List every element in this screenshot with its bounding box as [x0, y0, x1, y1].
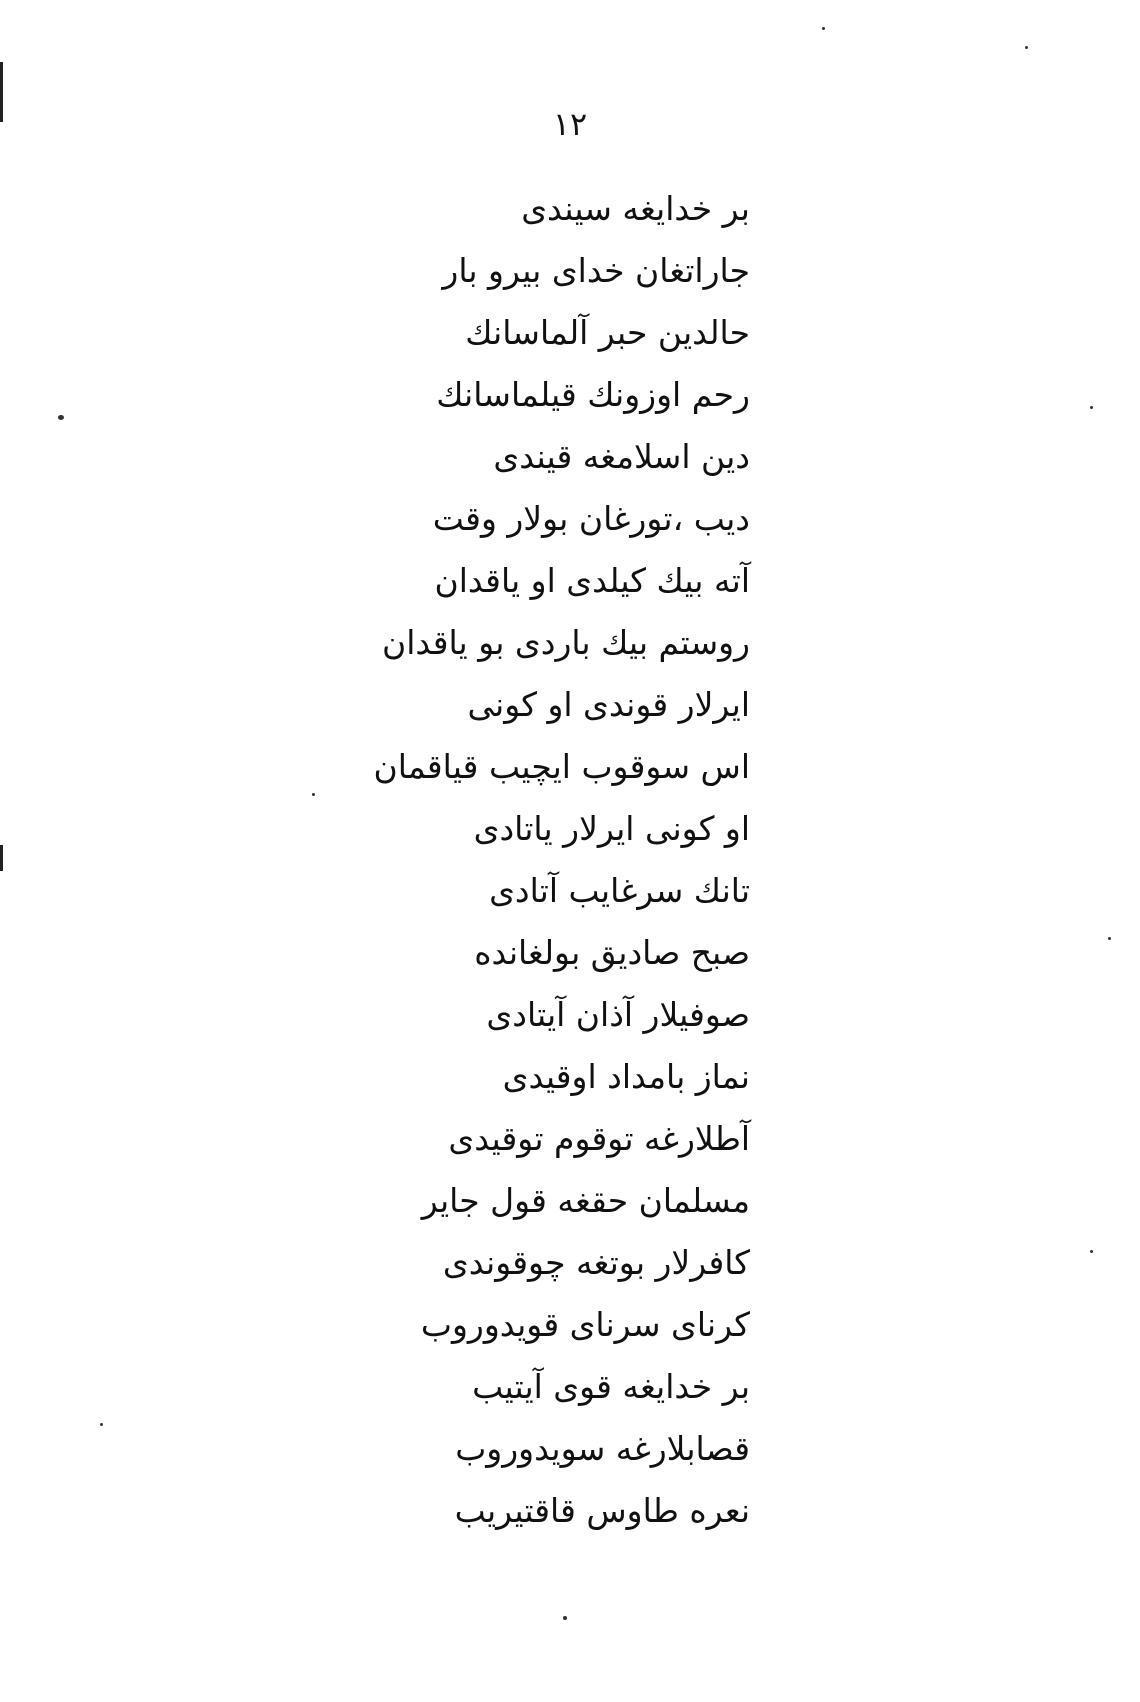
scan-speck	[1025, 46, 1028, 49]
scan-speck	[1090, 406, 1093, 409]
scan-speck	[822, 27, 825, 30]
poem-line: کافرلار بوتغه چوقوندی	[442, 1243, 750, 1282]
poem-line: دین اسلامغه قیندی	[493, 437, 750, 476]
poem-line: مسلمان حقغه قول جایر	[421, 1181, 750, 1220]
scan-edge-mark	[0, 62, 3, 122]
poem-line: حالدین حبر آلماسانك	[465, 313, 750, 352]
poem-line: جاراتغان خدای بیرو بار	[442, 251, 750, 290]
poem-line: صبح صادیق بولغانده	[474, 933, 750, 972]
poem-line: روستم بیك باردی بو یاقدان	[381, 623, 750, 662]
poem-line: دیب ،تورغان بولار وقت	[432, 499, 750, 538]
poem-line: ایرلار قوندی او کونی	[467, 685, 750, 724]
poem-line: نماز بامداد اوقیدی	[502, 1057, 750, 1096]
poem-line: او کونی ایرلار یاتادی	[473, 809, 750, 848]
poem-line: کرنای سرنای قویدوروب	[420, 1305, 750, 1344]
poem-line: آته بیك کیلدی او یاقدان	[434, 561, 750, 600]
scan-edge-mark	[0, 845, 3, 871]
poem-line: آطلارغه توقوم توقیدی	[448, 1119, 750, 1158]
scan-speck	[563, 1616, 567, 1620]
poem-text	[310, 178, 750, 1542]
scan-speck	[100, 1423, 103, 1426]
poem-line: تانك سرغایب آتادی	[489, 871, 750, 910]
scan-speck	[1090, 1250, 1093, 1253]
poem-line: قصابلارغه سویدوروب	[455, 1429, 750, 1468]
poem-line: اس سوقوب ایچیب قیاقمان	[373, 747, 750, 786]
poem-line: نعره طاوس قاقتیریب	[454, 1491, 750, 1530]
page-number: ۱۲	[552, 105, 588, 143]
poem-line: بر خدایغه سیندی	[521, 189, 750, 228]
scan-speck	[1108, 937, 1111, 940]
poem-line: صوفیلار آذان آیتادی	[486, 995, 750, 1034]
poem-line: بر خدایغه قوی آیتیب	[472, 1367, 750, 1406]
scan-speck	[58, 415, 64, 420]
poem-line: رحم اوزونك قیلماسانك	[436, 375, 750, 414]
